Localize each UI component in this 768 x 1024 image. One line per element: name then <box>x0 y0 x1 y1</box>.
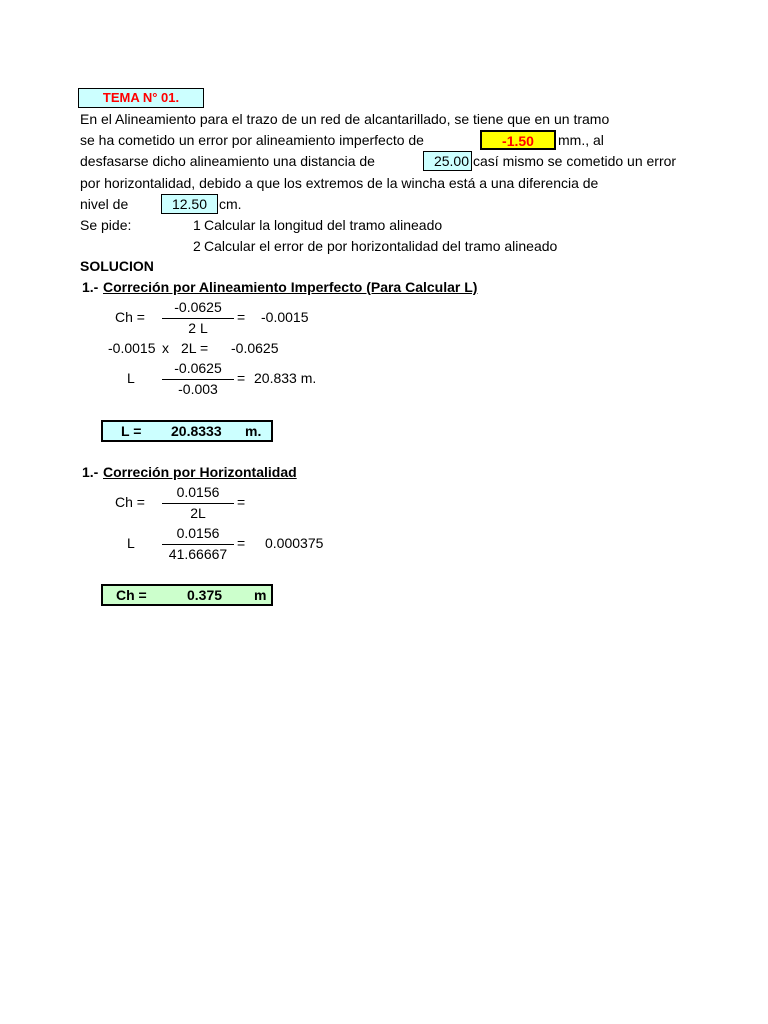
tema-title: TEMA N° 01. <box>102 90 180 105</box>
s1-equals-2: = <box>237 370 246 386</box>
s1-fraction-2 <box>162 360 234 398</box>
s2-fraction-2-denominator: 41.66667 <box>168 546 228 562</box>
s1-row2-multiply: x <box>162 340 169 356</box>
s2-fraction-1 <box>162 484 234 522</box>
result-ch-box <box>101 584 273 606</box>
s2-l-label: L <box>127 535 135 551</box>
s1-fraction-2-numerator: -0.0625 <box>174 360 222 376</box>
se-pide-label: Se pide: <box>80 217 132 233</box>
s2-fraction-1-numerator: 0.0156 <box>176 484 220 500</box>
s2-fraction-2-numerator: 0.0156 <box>176 525 220 541</box>
item-2-number: 2 <box>193 238 201 254</box>
fraction-bar <box>162 503 234 504</box>
s1-fraction-1 <box>162 299 234 337</box>
error-unit: mm., al <box>558 132 604 148</box>
level-unit: cm. <box>219 196 242 212</box>
result-ch-unit: m <box>254 587 267 603</box>
s2-fraction-1-denominator: 2L <box>190 505 206 521</box>
distance-value-cell[interactable] <box>423 151 472 171</box>
s1-row2-value-c: -0.0625 <box>231 340 279 356</box>
item-2-text: Calcular el error de por horizontalidad del tramo alineado <box>204 238 558 254</box>
result-ch-label: Ch = <box>116 587 147 603</box>
s1-row2-value-a: -0.0015 <box>108 340 156 356</box>
s1-ch-value: -0.0015 <box>261 309 309 325</box>
s2-value: 0.000375 <box>265 535 324 551</box>
s1-l-label: L <box>127 370 135 386</box>
result-l-label: L = <box>121 423 142 439</box>
problem-line-3: desfasarse dicho alineamiento una distancia de <box>80 153 375 169</box>
item-1-text: Calcular la longitud del tramo alineado <box>204 217 443 233</box>
result-l-unit: m. <box>245 423 262 439</box>
item-1-number: 1 <box>193 217 201 233</box>
error-value: -1.50 <box>502 133 534 149</box>
problem-line-2: se ha cometido un error por alineamiento imperfecto de <box>80 132 424 148</box>
section-1-title: Correción por Alineamiento Imperfecto (Para Calcular L) <box>103 279 478 295</box>
fraction-bar <box>162 379 234 380</box>
fraction-bar <box>162 318 234 319</box>
section-1-number: 1.- <box>82 279 99 295</box>
fraction-bar <box>162 544 234 545</box>
problem-line-1: En el Alineamiento para el trazo de un red de alcantarillado, se tiene que en un tramo <box>80 111 610 127</box>
error-value-cell[interactable] <box>480 130 556 150</box>
s2-fraction-2 <box>162 525 234 563</box>
s1-fraction-1-numerator: -0.0625 <box>174 299 222 315</box>
problem-line-3-tail: casí mismo se cometido un error <box>473 153 677 169</box>
distance-value: 25.00 <box>433 153 469 169</box>
tema-title-box <box>78 88 204 108</box>
s1-equals-1: = <box>237 309 246 325</box>
result-ch-value: 0.375 <box>187 587 223 603</box>
problem-line-5: nivel de <box>80 196 129 212</box>
s2-ch-label: Ch = <box>115 494 145 510</box>
level-value: 12.50 <box>171 196 208 212</box>
problem-line-4: por horizontalidad, debido a que los extremos de la wincha está a una diferencia de <box>80 175 599 191</box>
s2-equals-1: = <box>237 494 246 510</box>
s1-ch-label: Ch = <box>115 309 145 325</box>
s2-equals-2: = <box>237 535 246 551</box>
s1-l-value: 20.833 m. <box>254 370 317 386</box>
result-l-value: 20.8333 <box>171 423 222 439</box>
result-l-box <box>101 420 273 442</box>
s1-fraction-2-denominator: -0.003 <box>178 381 218 397</box>
solution-heading: SOLUCION <box>80 258 154 274</box>
level-value-cell[interactable] <box>161 194 218 214</box>
section-2-number: 1.- <box>82 464 99 480</box>
s1-fraction-1-denominator: 2 L <box>188 320 208 336</box>
section-2-title: Correción por Horizontalidad <box>103 464 297 480</box>
s1-row2-2l: 2L = <box>181 340 209 356</box>
